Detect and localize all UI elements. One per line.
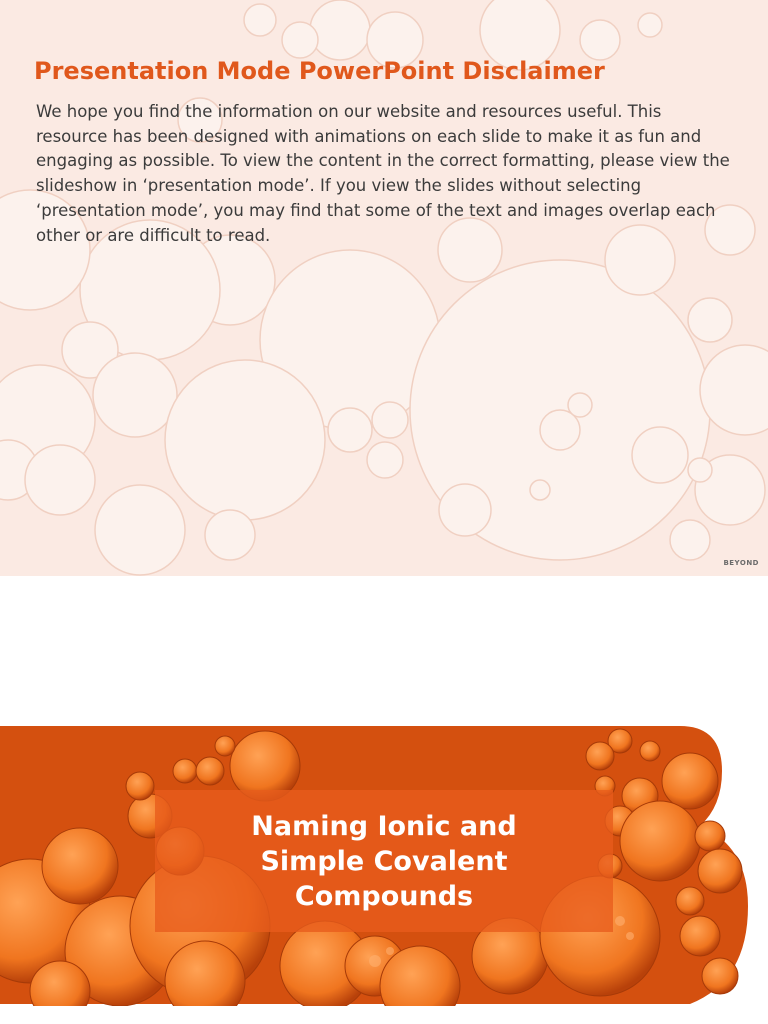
disclaimer-text: We hope you find the information on our website and resources useful. This resource has been designed with animations on each slide to make it as fun and engaging as possible. To view the content in the correct formatting, please view the slideshow in ‘presentation mode’. If you view the slides without selecting ‘presentation mode’, you may find that some of the text and images overlap each other or are difficult to read.	[36, 102, 730, 245]
slide-title: Presentation Mode PowerPoint Disclaimer	[34, 57, 605, 85]
title-slide	[0, 726, 768, 1006]
brand-logo: BEYOND	[723, 559, 759, 567]
title-box	[155, 790, 613, 932]
presentation-title: Naming Ionic and Simple Covalent Compounds	[251, 810, 517, 912]
